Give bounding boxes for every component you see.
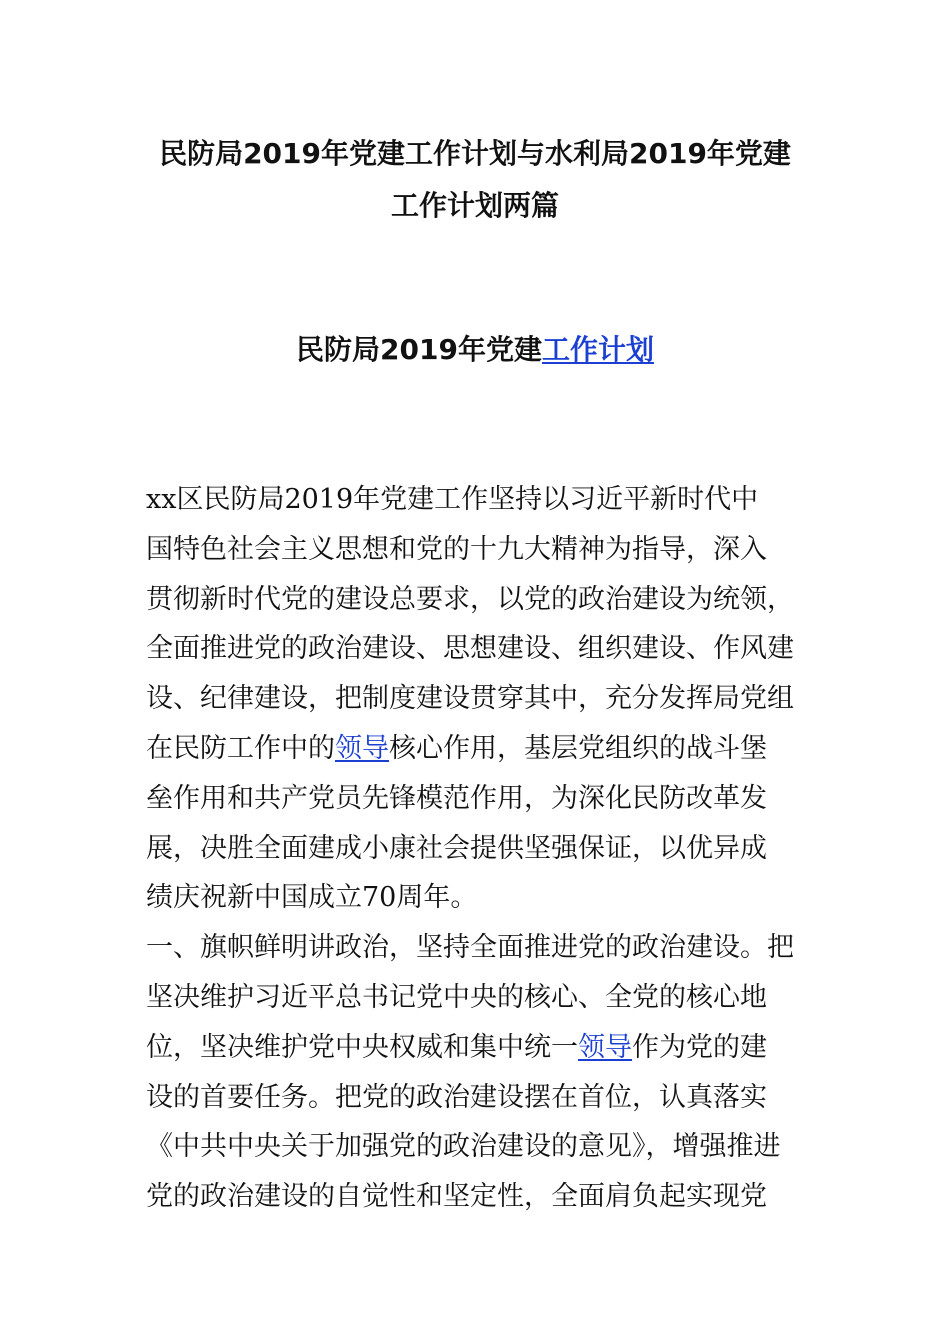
body-line <box>146 724 810 774</box>
body-text-segment: 国特色社会主义思想和党的十九大精神为指导，深入 <box>146 533 767 565</box>
document-title-line-2: 工作计划两篇 <box>390 189 559 222</box>
body-text-segment: 作为党的建 <box>632 1031 767 1063</box>
body-line <box>146 1023 810 1073</box>
body-line <box>146 575 810 625</box>
body-text-segment: 党的政治建设的自觉性和坚定性，全面肩负起实现党 <box>146 1181 767 1213</box>
body-text-segment: 一、旗帜鲜明讲政治，坚持全面推进党的政治建设。把 <box>146 932 794 964</box>
body-text-segment: 绩庆祝新中国成立70周年。 <box>146 882 478 914</box>
body-line <box>146 674 810 724</box>
body-text-segment: 坚决维护习近平总书记党中央的核心、全党的核心地 <box>146 981 767 1013</box>
body-text-segment: 设的首要任务。把党的政治建设摆在首位，认真落实 <box>146 1081 767 1113</box>
leadership-link[interactable]: 领导 <box>578 1031 632 1063</box>
body-line <box>146 1172 810 1222</box>
body-line <box>146 973 810 1023</box>
body-paragraphs <box>146 475 810 1222</box>
document-title <box>120 128 830 232</box>
document-title-line-1: 民防局2019年党建工作计划与水利局2019年党建 <box>159 137 791 170</box>
body-text-segment: 设、纪律建设，把制度建设贯穿其中，充分发挥局党组 <box>146 683 794 715</box>
body-line <box>146 624 810 674</box>
section-title <box>120 328 830 372</box>
section-title-link[interactable]: 工作计划 <box>541 333 654 366</box>
body-line <box>146 873 810 923</box>
body-line <box>146 1122 810 1172</box>
leadership-link[interactable]: 领导 <box>335 732 389 764</box>
body-line <box>146 923 810 973</box>
body-text-segment: 《中共中央关于加强党的政治建设的意见》，增强推进 <box>146 1131 781 1163</box>
body-text-segment: 垒作用和共产党员先锋模范作用，为深化民防改革发 <box>146 782 767 814</box>
body-line <box>146 475 810 525</box>
body-line <box>146 824 810 874</box>
body-text-segment: 展，决胜全面建成小康社会提供坚强保证，以优异成 <box>146 832 767 864</box>
body-text-segment: xx区民防局2019年党建工作坚持以习近平新时代中 <box>146 484 759 515</box>
body-line <box>146 1073 810 1123</box>
body-line <box>146 774 810 824</box>
body-line <box>146 525 810 575</box>
body-text-segment: 全面推进党的政治建设、思想建设、组织建设、作风建 <box>146 633 794 665</box>
body-text-segment: 位，坚决维护党中央权威和集中统一 <box>146 1031 578 1063</box>
section-title-text: 民防局2019年党建 <box>296 333 542 366</box>
body-text-segment: 核心作用，基层党组织的战斗堡 <box>389 732 767 764</box>
body-text-segment: 贯彻新时代党的建设总要求，以党的政治建设为统领， <box>146 583 794 615</box>
body-text-segment: 在民防工作中的 <box>146 732 335 764</box>
